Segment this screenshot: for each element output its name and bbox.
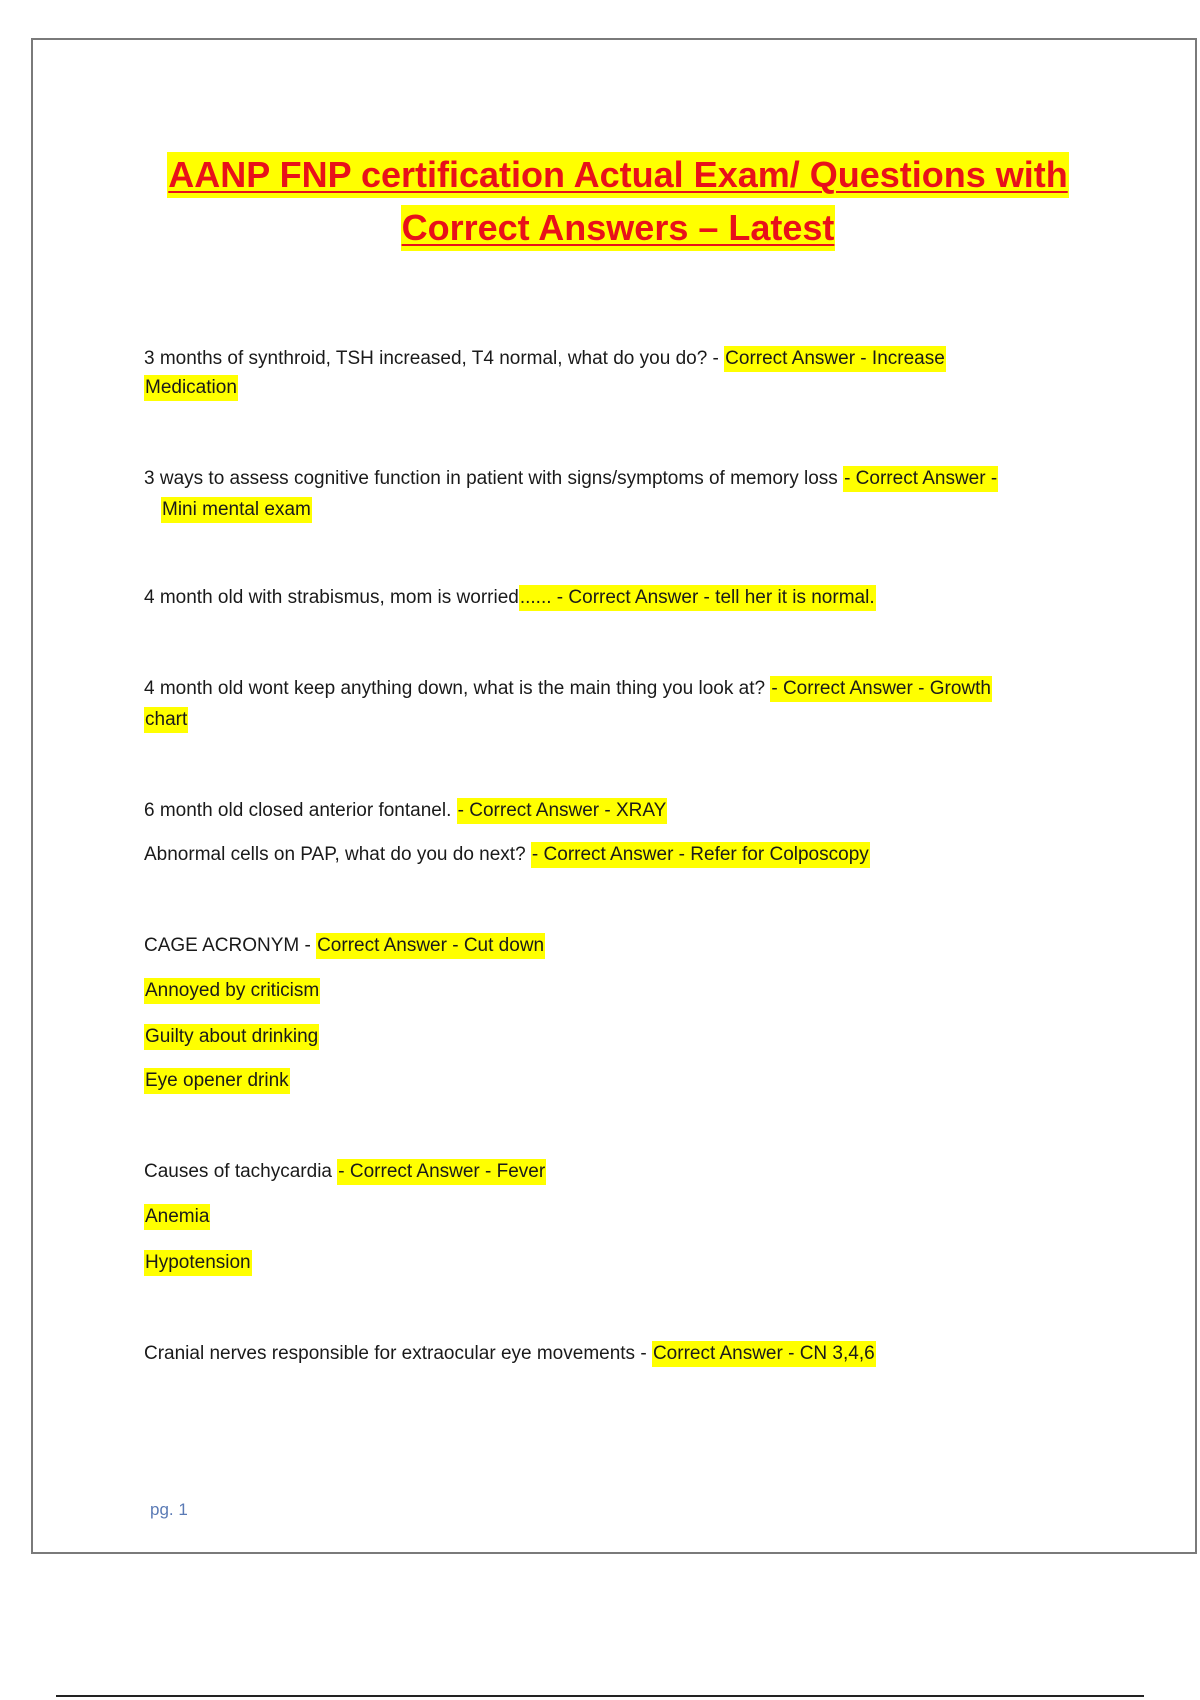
answer-text: Correct Answer - Cut down bbox=[316, 933, 545, 959]
page-number: pg. 1 bbox=[150, 1500, 188, 1519]
qa-item-answer-cont bbox=[144, 1249, 252, 1277]
question-text: Abnormal cells on PAP, what do you do next? bbox=[144, 844, 531, 865]
title-line-1: AANP FNP certification Actual Exam/ Questions with bbox=[167, 152, 1069, 198]
qa-item-answer-cont bbox=[144, 706, 188, 734]
answer-text: Hypotension bbox=[144, 1250, 252, 1276]
answer-text: - Correct Answer - XRAY bbox=[457, 798, 668, 824]
question-text: Cranial nerves responsible for extraocular eye movements - bbox=[144, 1343, 652, 1364]
question-text: 3 months of synthroid, TSH increased, T4 normal, what do you do? - bbox=[144, 348, 725, 369]
answer-text: Mini mental exam bbox=[161, 497, 312, 523]
answer-text: - Correct Answer - Refer for Colposcopy bbox=[531, 842, 870, 868]
question-text: 4 month old wont keep anything down, what is the main thing you look at? bbox=[144, 678, 771, 699]
qa-item-question bbox=[144, 1158, 546, 1186]
answer-text: ...... - Correct Answer - tell her it is normal. bbox=[519, 585, 876, 611]
qa-item-question bbox=[144, 465, 998, 493]
answer-text: Correct Answer - CN 3,4,6 bbox=[652, 1341, 876, 1367]
qa-item-answer-cont bbox=[144, 1067, 290, 1095]
answer-text: Correct Answer - Increase bbox=[724, 346, 946, 372]
answer-text: Anemia bbox=[144, 1204, 210, 1230]
question-text: 6 month old closed anterior fontanel. bbox=[144, 800, 457, 821]
answer-text: Eye opener drink bbox=[144, 1068, 290, 1094]
qa-item-answer-cont bbox=[144, 1023, 319, 1051]
document-title bbox=[130, 148, 1106, 254]
question-text: 3 ways to assess cognitive function in patient with signs/symptoms of memory loss bbox=[144, 468, 844, 489]
qa-item-question bbox=[144, 932, 545, 960]
question-text: CAGE ACRONYM - bbox=[144, 935, 317, 956]
qa-item-question bbox=[144, 584, 876, 612]
qa-item-question bbox=[144, 841, 870, 869]
answer-text: - Correct Answer - Growth bbox=[770, 676, 992, 702]
answer-text: Guilty about drinking bbox=[144, 1024, 319, 1050]
qa-item-question bbox=[144, 1340, 876, 1368]
question-text: 4 month old with strabismus, mom is worried bbox=[144, 587, 519, 608]
qa-item-answer-cont bbox=[144, 374, 238, 402]
qa-item-question bbox=[144, 797, 667, 825]
document-page bbox=[31, 38, 1197, 1554]
qa-item-question bbox=[144, 345, 946, 373]
qa-item-answer-cont bbox=[144, 977, 320, 1005]
question-text: Causes of tachycardia bbox=[144, 1161, 338, 1182]
answer-text: - Correct Answer - bbox=[843, 466, 998, 492]
qa-item-answer-cont bbox=[144, 1203, 210, 1231]
answer-text: - Correct Answer - Fever bbox=[337, 1159, 546, 1185]
answer-text: chart bbox=[144, 707, 188, 733]
answer-text: Annoyed by criticism bbox=[144, 978, 320, 1004]
answer-text: Medication bbox=[144, 375, 238, 401]
qa-item-answer-cont bbox=[144, 496, 312, 524]
title-line-2: Correct Answers – Latest bbox=[401, 205, 836, 251]
bottom-rule bbox=[56, 1695, 1144, 1697]
qa-item-question bbox=[144, 675, 992, 703]
